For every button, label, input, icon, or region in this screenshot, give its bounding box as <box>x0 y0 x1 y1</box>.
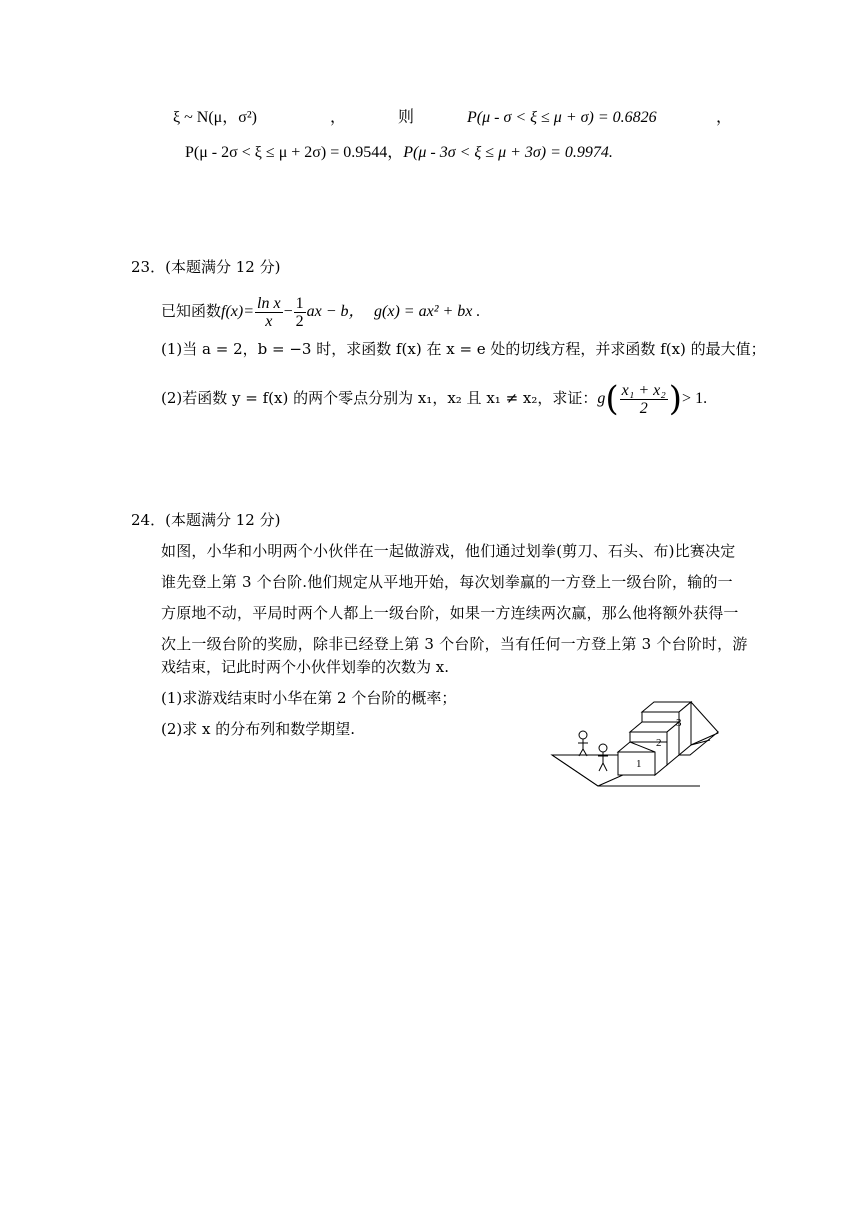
q24-part2: (2)求 x 的分布列和数学期望. <box>161 720 356 738</box>
step-1-label: 1 <box>636 758 642 770</box>
q23-part2-tail: > 1. <box>682 390 708 407</box>
q23-g-def: g(x) = ax² + bx . <box>374 303 481 320</box>
q24-part1: (1)求游戏结束时小华在第 2 个台阶的概率； <box>161 689 457 707</box>
q23-header: 23．(本题满分 12 分) <box>131 258 281 276</box>
q23-part2-frac <box>620 382 668 417</box>
q23-half <box>294 295 306 330</box>
half-denominator: 2 <box>295 312 304 330</box>
q24-header: 24．(本题满分 12 分) <box>131 511 281 529</box>
part2-denominator: 2 <box>639 399 648 417</box>
q24-line-4: 次上一级台阶的奖励，除非已经登上第 3 个台阶，当有任何一方登上第 3 个台阶时，游 <box>161 635 748 653</box>
half-numerator: 1 <box>295 294 304 312</box>
q23-part1: (1)当 a = 2，b = −3 时，求函数 f(x) 在 x = e 处的切线方程，并求函数 f(x) 的最大值； <box>161 340 766 358</box>
q23-given-prefix: 已知函数 <box>161 302 222 320</box>
frac-denominator: x <box>265 312 273 330</box>
step-3-label: 3 <box>676 717 682 729</box>
stick-figure-2-head <box>599 744 607 752</box>
q24-line-3: 方原地不动，平局时两个人都上一级台阶，如果一方连续两次赢，那么他将额外获得一 <box>161 604 739 622</box>
q23-f-eq: f(x)= <box>221 303 255 320</box>
q23-part2 <box>161 376 707 421</box>
prob-one-sigma-text: P(μ - σ < ξ ≤ μ + σ) = 0.6826 <box>467 109 657 126</box>
prob-two-three-sigma-line <box>185 142 613 164</box>
then-word <box>398 107 414 129</box>
frac-numerator: ln x <box>257 294 281 312</box>
q23-part2-text: (2)若函数 y = f(x) 的两个零点分别为 x₁，x₂ 且 x₁ ≠ x₂，求证： <box>161 389 598 407</box>
q24-line-2: 谁先登上第 3 个台阶.他们规定从平地开始，每次划拳赢的一方登上一级台阶，输的一 <box>161 573 733 591</box>
q23-part2-g: g <box>597 390 606 407</box>
left-paren: ( <box>605 379 619 419</box>
step-2-label: 2 <box>656 737 662 749</box>
prob-one-sigma <box>467 107 657 129</box>
normal-dist-line <box>173 107 257 129</box>
q23-given-tail: ax − b， <box>306 303 365 320</box>
part2-numerator: x₁ + x₂ <box>621 381 666 399</box>
comma-1 <box>330 107 346 129</box>
q24-line-1: 如图，小华和小明两个小伙伴在一起做游戏，他们通过划拳(剪刀、石头、布)比赛决定 <box>161 542 736 560</box>
q23-minus: − <box>283 303 293 320</box>
q24-line-5: 戏结束，记此时两个小伙伴划拳的次数为 x. <box>161 658 449 676</box>
comma-text: ， <box>330 109 347 126</box>
step-3-front <box>642 712 679 722</box>
comma-text-2: ， <box>716 109 733 126</box>
comma-2 <box>716 107 732 129</box>
normal-dist: ξ ~ N(μ，σ²) <box>173 109 258 126</box>
prob-three-sigma: P(μ - 3σ < ξ ≤ μ + 3σ) = 0.9974. <box>403 144 613 161</box>
then-text: 则 <box>398 109 415 126</box>
right-paren: ) <box>668 379 683 419</box>
q23-lnx-over-x <box>255 295 283 330</box>
q23-given <box>161 289 480 334</box>
prob-two-sigma: P(μ - 2σ < ξ ≤ μ + 2σ) = 0.9544， <box>185 144 404 161</box>
stick-figure-1-head <box>579 731 587 739</box>
staircase-figure <box>550 700 720 790</box>
